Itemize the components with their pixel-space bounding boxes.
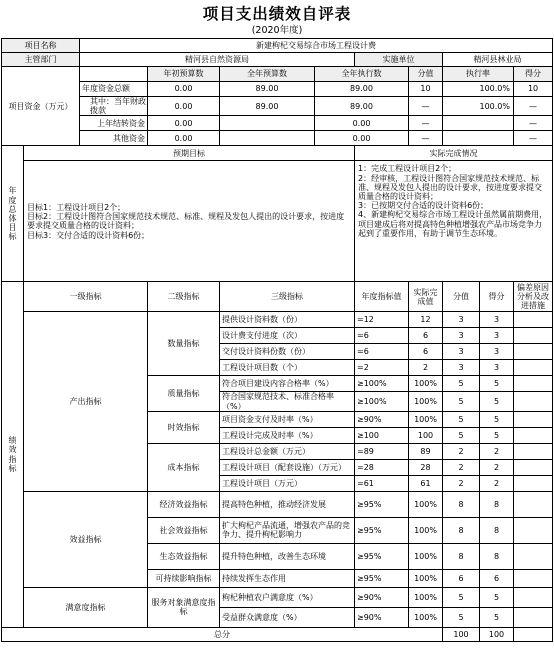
funds-got: — xyxy=(514,97,553,116)
funds-header-3: 全年执行数 xyxy=(315,67,409,82)
perf-got: 5 xyxy=(480,607,514,627)
perf-reason xyxy=(514,543,553,569)
perf-got: 3 xyxy=(480,360,514,376)
perf-got: 8 xyxy=(480,491,514,517)
funds-got: — xyxy=(514,131,553,146)
perf-l3: 交付设计资料份数（份） xyxy=(220,344,355,360)
perf-header-target: 年度指标值 xyxy=(355,282,409,312)
perf-got: 3 xyxy=(480,328,514,344)
perf-score: 3 xyxy=(443,312,480,328)
perf-got: 5 xyxy=(480,411,514,427)
perf-l3: 符合国家规范技术、标准合格率（%） xyxy=(220,392,355,411)
funds-row-label: 上年结转资金 xyxy=(80,116,148,131)
perf-got: 8 xyxy=(480,517,514,543)
perf-score: 3 xyxy=(443,344,480,360)
perf-got: 3 xyxy=(480,312,514,328)
perf-header-score: 分值 xyxy=(443,282,480,312)
perf-score: 5 xyxy=(443,376,480,392)
funds-rate: 100.0% xyxy=(443,97,514,116)
funds-score: — xyxy=(409,116,443,131)
perf-reason xyxy=(514,376,553,392)
total-score: 100 xyxy=(443,627,480,641)
perf-got: 5 xyxy=(480,376,514,392)
perf-target: =6 xyxy=(355,328,409,344)
perf-got: 6 xyxy=(480,569,514,587)
perf-l3: 项目资金支付及时率（%） xyxy=(220,411,355,427)
perf-l3: 受益群众满意度（%） xyxy=(220,607,355,627)
perf-l2: 数量指标 xyxy=(148,312,220,376)
perf-score: 3 xyxy=(443,328,480,344)
perf-actual: 89 xyxy=(409,443,443,459)
total-label: 总分 xyxy=(2,627,443,641)
perf-actual: 6 xyxy=(409,344,443,360)
perf-target: ≥95% xyxy=(355,543,409,569)
perf-reason xyxy=(514,443,553,459)
funds-header-1: 年初预算数 xyxy=(148,67,220,82)
perf-l2: 成本指标 xyxy=(148,443,220,491)
perf-l1: 产出指标 xyxy=(24,312,148,491)
perf-got: 5 xyxy=(480,587,514,607)
perf-reason xyxy=(514,587,553,607)
perf-actual: 100% xyxy=(409,543,443,569)
perf-actual: 100 xyxy=(409,427,443,443)
perf-got: 2 xyxy=(480,475,514,491)
perf-reason xyxy=(514,491,553,517)
funds-executed: 89.00 xyxy=(315,97,409,116)
funds-score: — xyxy=(409,97,443,116)
perf-got: 3 xyxy=(480,344,514,360)
perf-l2: 生态效益指标 xyxy=(148,543,220,569)
total-reason xyxy=(514,627,553,641)
perf-score: 5 xyxy=(443,607,480,627)
perf-score: 2 xyxy=(443,443,480,459)
perf-l2: 可持续影响指标 xyxy=(148,569,220,587)
perf-target: =28 xyxy=(355,459,409,475)
perf-got: 2 xyxy=(480,443,514,459)
perf-target: ≥100% xyxy=(355,392,409,411)
perf-reason xyxy=(514,475,553,491)
perf-got: 2 xyxy=(480,459,514,475)
dept-value: 精河县自然资源局 xyxy=(80,53,355,67)
evaluation-table xyxy=(1,38,553,642)
funds-initial-budget: 0.00 xyxy=(148,82,220,97)
perf-target: ≥95% xyxy=(355,491,409,517)
funds-annual-budget: 89.00 xyxy=(220,97,315,116)
funds-annual-budget xyxy=(220,131,315,146)
goals-actual-text: 1：完成工程设计项目2个； 2：经审核，工程设计图符合国家规范技术规范、标准、规程及发包人提出的设计要求，按进度要求提交质量合格的设计资料； 3：已按期交付合适的设计资料6份； 4、新建枸杞交易综合市场工程设计虽然属前期费用，项目建成后将对提高特色种植增强农产品市场竞争力起到了重要作用，有助于调节生态环境。 xyxy=(355,161,553,282)
funds-rate: 100.0% xyxy=(443,82,514,97)
perf-l2: 服务对象满意度指标 xyxy=(148,587,220,627)
perf-l3: 提升特色种植，改善生态环境 xyxy=(220,543,355,569)
perf-l2: 社会效益指标 xyxy=(148,517,220,543)
perf-target: ≥95% xyxy=(355,569,409,587)
perf-reason xyxy=(514,411,553,427)
perf-l3: 提高特色种植，推动经济发展 xyxy=(220,491,355,517)
funds-rate xyxy=(443,131,514,146)
perf-reason xyxy=(514,569,553,587)
perf-target: =89 xyxy=(355,443,409,459)
perf-actual: 100% xyxy=(409,411,443,427)
perf-score: 2 xyxy=(443,459,480,475)
perf-score: 5 xyxy=(443,411,480,427)
funds-score: 10 xyxy=(409,82,443,97)
perf-l3: 设计费支付进度（次） xyxy=(220,328,355,344)
funds-row-label: 其他资金 xyxy=(80,131,148,146)
perf-l1: 效益指标 xyxy=(24,491,148,587)
perf-l3: 工程设计项目（配套设施）（万元） xyxy=(220,459,355,475)
funds-got: — xyxy=(514,116,553,131)
goals-planned-text: 目标1：工程设计项目2个； 目标2：工程设计图符合国家规范技术规范、标准、规程及发包人提出的设计要求，按进度要求提交质量合格的设计资料； 目标3：交付合适的设计资料6份； xyxy=(24,161,355,282)
perf-l2: 经济效益指标 xyxy=(148,491,220,517)
perf-target: ≥95% xyxy=(355,517,409,543)
perf-actual: 100% xyxy=(409,491,443,517)
perf-reason xyxy=(514,517,553,543)
impl-label: 实施单位 xyxy=(355,53,443,67)
funds-got: 10 xyxy=(514,82,553,97)
perf-score: 2 xyxy=(443,475,480,491)
perf-l1: 满意度指标 xyxy=(24,587,148,627)
perf-score: 5 xyxy=(443,427,480,443)
funds-initial-budget: 0.00 xyxy=(148,131,220,146)
perf-target: =12 xyxy=(355,312,409,328)
perf-l3: 工程设计项目（万元） xyxy=(220,475,355,491)
perf-score: 8 xyxy=(443,491,480,517)
funds-executed: 89.00 xyxy=(315,82,409,97)
funds-header-6: 得分 xyxy=(514,67,553,82)
funds-row-label: 年度资金总额 xyxy=(80,82,148,97)
perf-target: =61 xyxy=(355,475,409,491)
total-got: 100 xyxy=(480,627,514,641)
perf-l3: 提供设计资料数（份） xyxy=(220,312,355,328)
perf-l3: 扩大枸杞产品流通，增强农产品的竞争力、提升枸杞影响力 xyxy=(220,517,355,543)
form-title: 项目支出绩效自评表 xyxy=(202,4,352,23)
perf-target: ≥90% xyxy=(355,607,409,627)
funds-header-5: 执行率 xyxy=(443,67,514,82)
funds-row-label: 其中：当年财政拨款 xyxy=(80,97,148,116)
perf-header-actual: 实际完成值 xyxy=(409,282,443,312)
perf-header-got: 得分 xyxy=(480,282,514,312)
goals-actual-header: 实际完成情况 xyxy=(355,146,553,161)
impl-value: 精河县林业局 xyxy=(443,53,553,67)
perf-reason xyxy=(514,607,553,627)
funds-annual-budget xyxy=(220,116,315,131)
perf-got: 8 xyxy=(480,543,514,569)
perf-score: 3 xyxy=(443,360,480,376)
perf-score: 5 xyxy=(443,587,480,607)
project-name: 新建枸杞交易综合市场工程设计费 xyxy=(80,39,553,53)
perf-actual: 61 xyxy=(409,475,443,491)
perf-actual: 12 xyxy=(409,312,443,328)
perf-l3: 持续发挥生态作用 xyxy=(220,569,355,587)
perf-actual: 6 xyxy=(409,328,443,344)
perf-l3: 枸杞种植农户满意度（%） xyxy=(220,587,355,607)
perf-actual: 28 xyxy=(409,459,443,475)
perf-target: ≥100% xyxy=(355,376,409,392)
funds-label: 项目资金（万元） xyxy=(2,67,80,146)
funds-header-4: 分值 xyxy=(409,67,443,82)
perf-header-reason: 偏差原因分析及改进措施 xyxy=(514,282,553,312)
perf-l3: 工程设计项目数（个） xyxy=(220,360,355,376)
funds-score: — xyxy=(409,131,443,146)
funds-initial-budget: 0.00 xyxy=(148,116,220,131)
project-name-label: 项目名称 xyxy=(2,39,80,53)
perf-l3: 工程设计完成及时率（%） xyxy=(220,427,355,443)
perf-target: =2 xyxy=(355,360,409,376)
perf-actual: 100% xyxy=(409,569,443,587)
perf-target: ≥90% xyxy=(355,411,409,427)
funds-executed: 0.00 xyxy=(315,116,409,131)
perf-target: ≥90% xyxy=(355,587,409,607)
funds-rate xyxy=(443,116,514,131)
funds-header-blank xyxy=(80,67,148,82)
perf-actual: 100% xyxy=(409,376,443,392)
perf-reason xyxy=(514,328,553,344)
perf-l2: 质量指标 xyxy=(148,376,220,411)
perf-reason xyxy=(514,427,553,443)
perf-got: 5 xyxy=(480,392,514,411)
perf-reason xyxy=(514,360,553,376)
perf-actual: 100% xyxy=(409,392,443,411)
perf-label: 绩效指标 xyxy=(2,282,24,627)
perf-score: 6 xyxy=(443,569,480,587)
funds-executed: 0.00 xyxy=(315,131,409,146)
perf-actual: 2 xyxy=(409,360,443,376)
perf-header-l3: 三级指标 xyxy=(220,282,355,312)
perf-got: 5 xyxy=(480,427,514,443)
funds-annual-budget: 89.00 xyxy=(220,82,315,97)
perf-score: 8 xyxy=(443,517,480,543)
perf-reason xyxy=(514,459,553,475)
perf-reason xyxy=(514,344,553,360)
perf-l3: 符合项目建设内容合格率（%） xyxy=(220,376,355,392)
perf-header-l1: 一级指标 xyxy=(24,282,148,312)
perf-reason xyxy=(514,312,553,328)
perf-actual: 100% xyxy=(409,517,443,543)
perf-l3: 工程设计总金额（万元） xyxy=(220,443,355,459)
perf-score: 8 xyxy=(443,543,480,569)
goals-label: 年度总体目标 xyxy=(2,146,24,282)
perf-header-l2: 二级指标 xyxy=(148,282,220,312)
dept-label: 主管部门 xyxy=(2,53,80,67)
perf-score: 5 xyxy=(443,392,480,411)
perf-actual: 100% xyxy=(409,607,443,627)
form-subtitle: (2020年度) xyxy=(251,25,303,36)
perf-target: =6 xyxy=(355,344,409,360)
perf-target: ≥100 xyxy=(355,427,409,443)
perf-l2: 时效指标 xyxy=(148,411,220,443)
funds-header-2: 全年预算数 xyxy=(220,67,315,82)
perf-actual: 100% xyxy=(409,587,443,607)
goals-planned-header: 预期目标 xyxy=(24,146,355,161)
perf-reason xyxy=(514,392,553,411)
funds-initial-budget: 0.00 xyxy=(148,97,220,116)
